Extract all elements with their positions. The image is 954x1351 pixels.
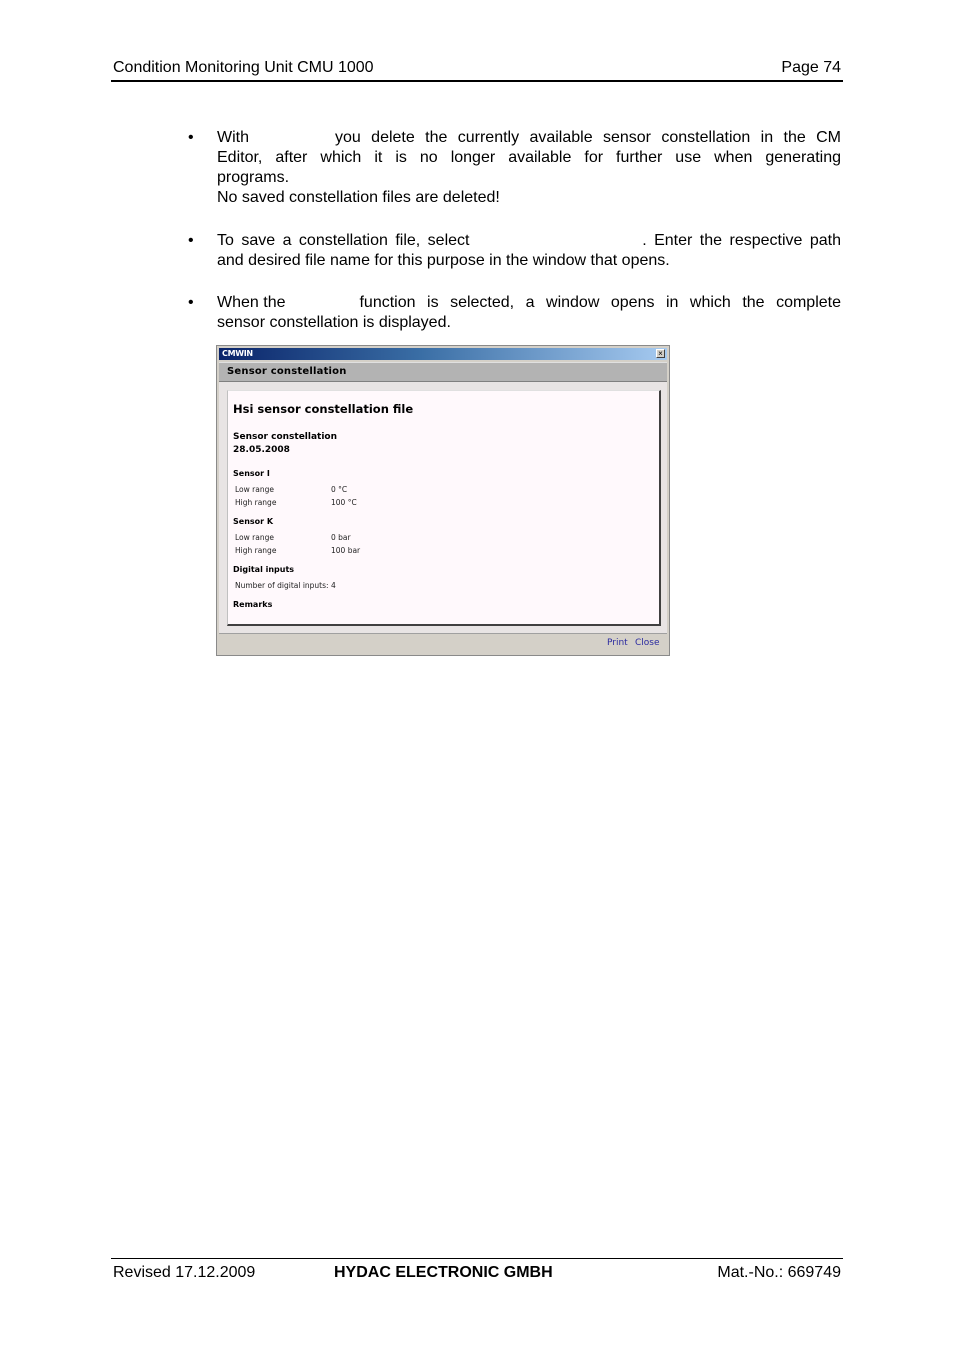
section-title-sensor-i: Sensor I (233, 469, 270, 478)
page-footer (111, 1258, 843, 1289)
report-date: 28.05.2008 (233, 445, 290, 455)
report-heading: Hsi sensor constellation file (233, 402, 414, 416)
section-title-digital-inputs: Digital inputs (233, 565, 295, 574)
window-titlebar[interactable] (219, 348, 667, 360)
window-subheader (219, 362, 667, 382)
bullet-text: When the (217, 294, 286, 311)
bullet-icon: • (188, 129, 194, 146)
revision-date: Revised 17.12.2009 (113, 1264, 256, 1281)
row-label: Low range (235, 533, 274, 542)
content-area (219, 382, 667, 634)
bullet-icon: • (188, 232, 194, 249)
section-title-remarks: Remarks (233, 600, 273, 609)
page-number: Page 74 (781, 59, 841, 76)
bullet-text: and desired file name for this purpose in the window that opens. (217, 252, 670, 269)
bullet-save-constellation (188, 231, 841, 271)
sensor-constellation-window (216, 345, 670, 656)
bullet-text: Editor, after which it is no longer available for further use when generating (217, 149, 841, 166)
constellation-report[interactable] (227, 390, 661, 626)
window-footer (219, 633, 667, 653)
print-button[interactable]: Print (607, 638, 628, 648)
row-label: Number of digital inputs: (235, 581, 329, 590)
bullet-icon: • (188, 294, 194, 311)
page-header (111, 58, 843, 82)
section-title-sensor-k: Sensor K (233, 517, 274, 526)
bullet-delete-constellation (188, 128, 841, 208)
bullet-display-constellation (188, 293, 841, 333)
bullet-text: you delete the currently available sensor constellation in the CM (335, 129, 841, 146)
window-title: CMWIN (222, 349, 253, 358)
subheader-label: Sensor constellation (227, 366, 347, 377)
bullet-text: function is selected, a window opens in which the complete (359, 294, 841, 311)
bullet-note: No saved constellation files are deleted! (217, 189, 500, 206)
material-number: Mat.-No.: 669749 (717, 1264, 841, 1281)
bullet-text: sensor constellation is displayed. (217, 314, 451, 331)
row-value: 100 °C (331, 498, 357, 507)
row-value: 0 bar (331, 533, 351, 542)
row-label: High range (235, 498, 277, 507)
close-icon[interactable]: × (656, 349, 665, 358)
close-button[interactable]: Close (635, 638, 660, 648)
bullet-text: With (217, 129, 249, 146)
row-value: 100 bar (331, 546, 361, 555)
report-subheading: Sensor constellation (233, 432, 338, 442)
document-title: Condition Monitoring Unit CMU 1000 (113, 59, 374, 76)
row-label: High range (235, 546, 277, 555)
bullet-text: . Enter the respective path (642, 232, 841, 249)
bullet-text: To save a constellation file, select (217, 232, 470, 249)
row-label: Low range (235, 485, 274, 494)
row-value: 0 °C (331, 485, 348, 494)
row-value: 4 (331, 581, 336, 590)
company-name: HYDAC ELECTRONIC GMBH (334, 1264, 553, 1281)
bullet-text: programs. (217, 169, 290, 186)
